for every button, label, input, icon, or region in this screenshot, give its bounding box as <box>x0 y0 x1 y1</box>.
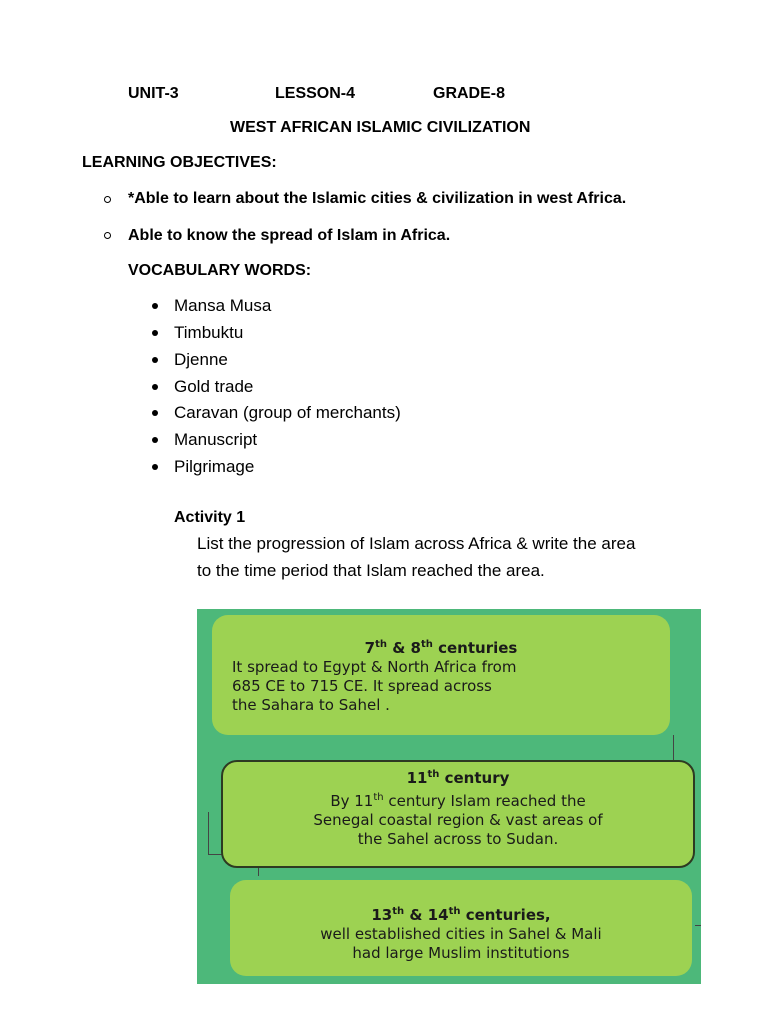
period-text: Senegal coastal region & vast areas of <box>313 811 603 829</box>
period-text: By 11th century Islam reached the <box>330 792 586 810</box>
activity-instruction-line1: List the progression of Islam across Africa & write the area <box>197 534 636 553</box>
period-text: well established cities in Sahel & Mali <box>320 925 602 943</box>
period-box-13th-14th <box>230 880 692 976</box>
vocab-item: Timbuktu <box>174 323 244 342</box>
activity-instruction-line2: to the time period that Islam reached the area. <box>197 561 545 580</box>
period-text: It spread to Egypt & North Africa from <box>232 658 517 676</box>
objective-bullet <box>104 232 111 239</box>
bullet-icon <box>152 330 158 336</box>
bullet-icon <box>152 464 158 470</box>
bullet-icon <box>152 357 158 363</box>
period-text: the Sahel across to Sudan. <box>357 830 559 848</box>
connector-line <box>695 925 701 926</box>
vocab-item: Mansa Musa <box>174 296 272 315</box>
period-title: 7th & 8th centuries <box>364 639 518 657</box>
period-title: 11th century <box>406 769 510 787</box>
vocabulary-heading: VOCABULARY WORDS: <box>128 262 312 279</box>
period-text: 685 CE to 715 CE. It spread across <box>232 677 492 695</box>
vocab-item: Djenne <box>174 350 228 369</box>
vocab-item: Caravan (group of merchants) <box>174 403 401 422</box>
bullet-icon <box>152 410 158 416</box>
period-text: had large Muslim institutions <box>352 944 570 962</box>
activity-title: Activity 1 <box>174 509 246 526</box>
vocab-item: Manuscript <box>174 430 258 449</box>
connector-line <box>208 812 209 854</box>
vocab-item: Gold trade <box>174 377 254 396</box>
vocab-item: Pilgrimage <box>174 457 255 476</box>
period-box-7th-8th <box>212 615 670 735</box>
objectives-heading: LEARNING OBJECTIVES: <box>82 154 277 171</box>
bullet-icon <box>152 437 158 443</box>
objective-bullet <box>104 196 111 203</box>
period-text: the Sahara to Sahel . <box>232 696 390 714</box>
lesson-label: LESSON-4 <box>275 85 356 102</box>
grade-label: GRADE-8 <box>433 85 506 102</box>
unit-label: UNIT-3 <box>128 85 179 102</box>
objective-item: *Able to learn about the Islamic cities & civilization in west Africa. <box>128 190 627 207</box>
objective-item: Able to know the spread of Islam in Africa. <box>128 227 451 244</box>
bullet-icon <box>152 303 158 309</box>
islam-progression-figure <box>197 609 701 984</box>
document-title: WEST AFRICAN ISLAMIC CIVILIZATION <box>230 119 531 136</box>
bullet-icon <box>152 384 158 390</box>
period-box-11th <box>221 760 695 868</box>
period-title: 13th & 14th centuries, <box>371 906 551 924</box>
